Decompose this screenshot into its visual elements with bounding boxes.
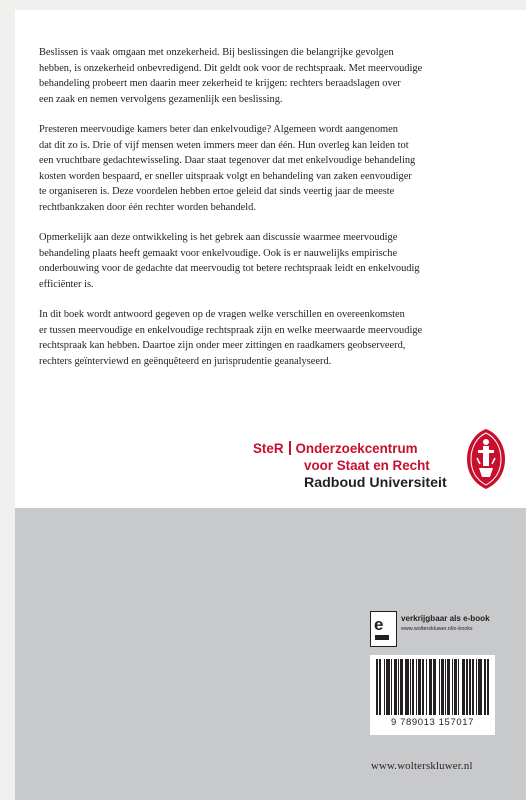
barcode-bar xyxy=(394,659,396,715)
barcode-bar xyxy=(448,659,450,715)
text-line: rechters geïnterviewd en geënquêteerd en jurisprudentie geanalyseerd. xyxy=(39,355,332,367)
barcode-bar xyxy=(379,659,380,715)
barcode-bar xyxy=(434,659,435,715)
ebook-badge xyxy=(370,611,526,651)
blurb-paragraph-3 xyxy=(39,230,494,292)
barcode-bar xyxy=(464,659,465,715)
barcode-bar xyxy=(478,659,480,715)
barcode-bar xyxy=(416,659,417,715)
barcode-bar xyxy=(472,659,474,715)
gray-panel xyxy=(15,508,526,800)
text-line: rechtbankzaken door één rechter worden behandeld. xyxy=(39,201,256,213)
barcode-bar xyxy=(391,659,392,715)
barcode-bar xyxy=(481,659,482,715)
barcode-bar xyxy=(456,659,457,715)
text-line: dat dit zo is. Drie of vijf mensen weten immers meer dan één. Hun overleg kan leiden tot xyxy=(39,139,409,151)
text-line: te organiseren is. Deze voordelen hebben ertoe geleid dat sinds veertig jaar de meeste xyxy=(39,186,395,197)
ster-subtitle-2: voor Staat en Recht xyxy=(304,458,430,473)
barcode-bar xyxy=(376,659,378,715)
ster-divider xyxy=(289,441,291,455)
barcode-bar xyxy=(439,659,440,715)
text-line: Presteren meervoudige kamers beter dan enkelvoudige? Algemeen wordt aangenomen xyxy=(39,124,398,135)
ster-line-2 xyxy=(253,457,447,474)
text-line: Opmerkelijk aan deze ontwikkeling is het gebrek aan discussie waarmee meervoudige xyxy=(39,232,398,243)
text-line: In dit boek wordt antwoord gegeven op de vragen welke verschillen en overeenkomsten xyxy=(39,309,405,320)
text-line: een zaak en nemen vervolgens gezamenlijk een beslissing. xyxy=(39,93,283,105)
barcode-bar xyxy=(400,659,402,715)
barcode-bar xyxy=(430,659,432,715)
blurb xyxy=(39,45,494,384)
ebook-label: verkrijgbaar als e-book xyxy=(401,614,490,623)
barcode-bar xyxy=(405,659,406,715)
university-name: Radboud Universiteit xyxy=(304,475,447,491)
back-cover xyxy=(15,10,526,800)
ebook-icon xyxy=(370,611,397,647)
barcode-bar xyxy=(402,659,403,715)
barcode-bar xyxy=(463,659,464,715)
text-line: Beslissen is vaak omgaan met onzekerheid. Bij beslissingen die belangrijke gevolgen xyxy=(39,47,394,58)
blurb-paragraph-2 xyxy=(39,122,494,215)
barcode-bar xyxy=(406,659,408,715)
text-line: hebben, is onzekerheid onbevredigend. Dit geldt ook voor de rechtspraak. Met meervoudige xyxy=(39,62,423,74)
radboud-seal-icon xyxy=(466,428,506,490)
text-line: behandeling plaats heeft gemaakt voor enkelvoudige. Ook is er nauwelijks empirische xyxy=(39,247,398,259)
barcode-bar xyxy=(487,659,488,715)
barcode-bar xyxy=(433,659,434,715)
barcode-bar xyxy=(476,659,477,715)
barcode-bar xyxy=(435,659,436,715)
barcode-bar xyxy=(462,659,463,715)
barcode-bar xyxy=(423,659,424,715)
barcode-bar xyxy=(442,659,444,715)
barcode-bar xyxy=(387,659,388,715)
barcode-bar xyxy=(466,659,468,715)
text-panel xyxy=(15,10,526,508)
text-line: kosten worden bespaard, er sneller uitspraak volgt en behandeling van zaken eenvoudiger xyxy=(39,170,412,182)
text-line: rechtspraak kan hebben. Daartoe zijn onder meer zittingen en raadkamers geobserveerd, xyxy=(39,340,406,351)
barcode-bars xyxy=(370,655,495,717)
barcode-bar xyxy=(469,659,470,715)
barcode-bar xyxy=(470,659,471,715)
text-line: een vruchtbare gedachtewisseling. Daar staat tegenover dat met enkelvoudige behandeling xyxy=(39,155,416,166)
barcode-bar xyxy=(388,659,390,715)
barcode-bar xyxy=(426,659,427,715)
barcode-bar xyxy=(488,659,489,715)
barcode-bar xyxy=(396,659,397,715)
svg-text:e: e xyxy=(374,615,384,634)
barcode-bar xyxy=(410,659,411,715)
barcode-bar xyxy=(412,659,414,715)
barcode-bar xyxy=(386,659,387,715)
barcode-bar xyxy=(420,659,421,715)
isbn-digits: 9 789013 157017 xyxy=(391,717,474,728)
barcode-bar xyxy=(398,659,399,715)
barcode-bar xyxy=(384,659,385,715)
ster-logo xyxy=(253,440,447,492)
text-line: behandeling probeert men daarin meer zekerheid te krijgen: rechters beraadslagen over xyxy=(39,78,401,89)
text-line: onderbouwing voor de gedachte dat meervoudig tot betere rechtspraak leidt en enkelvoudig xyxy=(39,263,420,274)
publisher-website: www.wolterskluwer.nl xyxy=(371,760,473,772)
ster-line-1 xyxy=(253,440,447,457)
text-line: efficiënter is. xyxy=(39,278,94,290)
ster-subtitle-1: Onderzoekcentrum xyxy=(295,441,418,456)
ster-wordmark: SteR xyxy=(253,441,284,456)
barcode-bar xyxy=(429,659,430,715)
barcode-bar xyxy=(458,659,459,715)
e-letter-icon xyxy=(371,612,395,645)
barcode-bar xyxy=(408,659,409,715)
barcode-bar xyxy=(452,659,453,715)
blurb-paragraph-1 xyxy=(39,45,494,107)
barcode-bar xyxy=(441,659,442,715)
text-line: er tussen meervoudige en enkelvoudige rechtspraak zijn en welke meerwaarde meervoudige xyxy=(39,324,423,336)
barcode xyxy=(370,655,495,735)
barcode-bar xyxy=(422,659,423,715)
barcode-bar xyxy=(418,659,420,715)
barcode-bar xyxy=(447,659,448,715)
blurb-paragraph-4 xyxy=(39,307,494,369)
barcode-bar xyxy=(484,659,486,715)
ebook-url: www.wolterskluwer.nl/e-books xyxy=(401,626,473,632)
barcode-bar xyxy=(480,659,481,715)
barcode-bar xyxy=(445,659,446,715)
barcode-bar xyxy=(380,659,381,715)
barcode-bar xyxy=(454,659,456,715)
